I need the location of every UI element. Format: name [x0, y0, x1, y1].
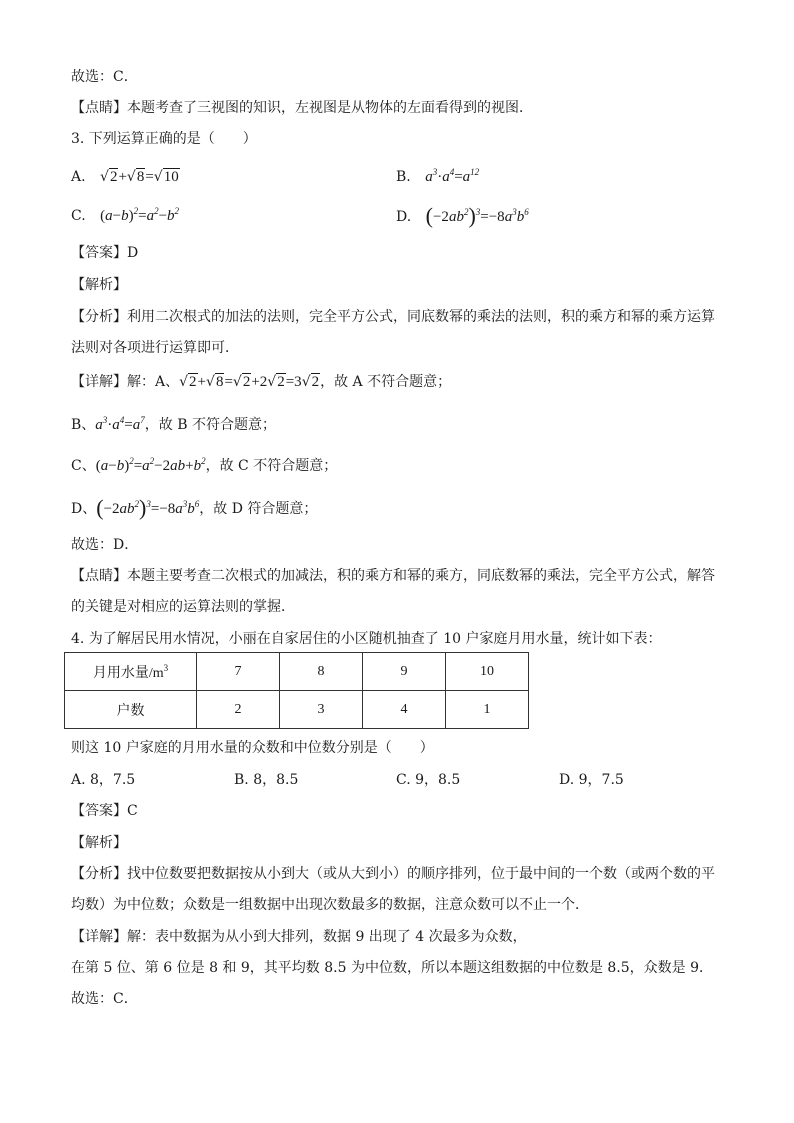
detail-prefix: B、 — [71, 417, 96, 433]
q3-option-c: C. $(a-b)^2=a^2-b^2$ — [71, 206, 180, 224]
text-line: 均数）为中位数；众数是一组数据中出现次数最多的数据，注意众数可以不止一个． — [71, 897, 589, 913]
detail-prefix: D、 — [71, 501, 97, 517]
table-row — [65, 653, 529, 691]
detail-tail: ，故 B 不符合题意； — [144, 417, 276, 433]
text-line: 【点睛】本题考查了三视图的知识，左视图是从物体的左面看得到的视图． — [71, 100, 533, 116]
table-cell: 2 — [197, 691, 280, 729]
table-cell: 1 — [446, 691, 529, 729]
q3-option-b: B. $a^3\cdot a^4=a^{12}$ — [396, 167, 480, 185]
text-line: 故选：C． — [71, 991, 138, 1007]
answer-label: 【答案】C — [71, 803, 138, 819]
q3-option-d: D. $(-2ab^2)^3=-8a^3b^6$ — [396, 203, 529, 228]
header-unit-sup: 3 — [163, 662, 169, 673]
detail-prefix: 【详解】解：A、 — [71, 374, 180, 390]
table-cell: 9 — [363, 653, 446, 691]
question-4-stem: 4. 为了解居民用水情况，小丽在自家居住的小区随机抽查了 10 户家庭月用水量，统计如下表： — [71, 631, 662, 647]
table-cell: 10 — [446, 653, 529, 691]
table-cell: 3 — [280, 691, 363, 729]
question-3-stem: 3. 下列运算正确的是（ ） — [71, 131, 257, 147]
detail-line-b: B、$a^3\cdot a^4=a^7$，故 B 不符合题意； — [71, 415, 276, 433]
detail-line-c: C、$(a-b)^2=a^2-2ab+b^2$，故 C 不符合题意； — [71, 456, 338, 474]
text-line: 故选：C． — [71, 69, 138, 85]
detail-line-a: 【详解】解：A、√2+√8=√2+2√2=3√2，故 A 不符合题意； — [71, 374, 452, 390]
text-line: 的关键是对相应的运算法则的掌握． — [71, 599, 295, 615]
table-header-cell: 户数 — [65, 691, 197, 729]
text-line: 在第 5 位、第 6 位是 8 和 9，其平均数 8.5 为中位数，所以本题这组数据的中位数是 8.5，众数是 9． — [71, 960, 714, 976]
water-usage-table — [64, 652, 529, 729]
option-label: C. — [71, 208, 86, 224]
q4-option-b: B. 8，8.5 — [234, 772, 299, 788]
detail-line-d: D、$(-2ab^2)^3=-8a^3b^6$，故 D 符合题意； — [71, 495, 318, 520]
analysis-heading: 【解析】 — [71, 277, 127, 293]
table-header-cell — [65, 653, 197, 691]
q4-option-d: D. 9，7.5 — [559, 772, 624, 788]
option-label: A. — [71, 169, 86, 185]
text-line: 故选：D． — [71, 537, 139, 553]
table-cell: 4 — [363, 691, 446, 729]
header-text: 月用水量/m — [92, 665, 164, 681]
table-cell: 8 — [280, 653, 363, 691]
table-row — [65, 691, 529, 729]
detail-tail: ，故 A 不符合题意； — [320, 374, 452, 390]
table-cell: 7 — [197, 653, 280, 691]
detail-tail: ，故 D 符合题意； — [199, 501, 318, 517]
detail-prefix: C、 — [71, 458, 96, 474]
detail-tail: ，故 C 不符合题意； — [205, 458, 338, 474]
text-line: 法则对各项进行运算即可． — [71, 340, 239, 356]
q4-option-c: C. 9，8.5 — [396, 772, 461, 788]
question-4-prompt: 则这 10 户家庭的月用水量的众数和中位数分别是（ ） — [71, 740, 434, 756]
text-line: 【分析】利用二次根式的加法的法则，完全平方公式，同底数幂的乘法的法则，积的乘方和幂的乘方运算 — [71, 309, 715, 325]
q3-option-a: A. √2+√8=√10 — [71, 169, 179, 185]
text-line: 【点睛】本题主要考查二次根式的加减法，积的乘方和幂的乘方，同底数幂的乘法，完全平方公式，解答 — [71, 568, 715, 584]
option-label: B. — [396, 169, 411, 185]
text-line: 【详解】解：表中数据为从小到大排列，数据 9 出现了 4 次最多为众数， — [71, 929, 527, 945]
answer-label: 【答案】D — [71, 245, 139, 261]
text-line: 【分析】找中位数要把数据按从小到大（或从大到小）的顺序排列，位于最中间的一个数（或两个数的平 — [71, 866, 715, 882]
option-label: D. — [396, 209, 412, 225]
q4-option-a: A. 8，7.5 — [71, 772, 136, 788]
analysis-heading: 【解析】 — [71, 835, 127, 851]
